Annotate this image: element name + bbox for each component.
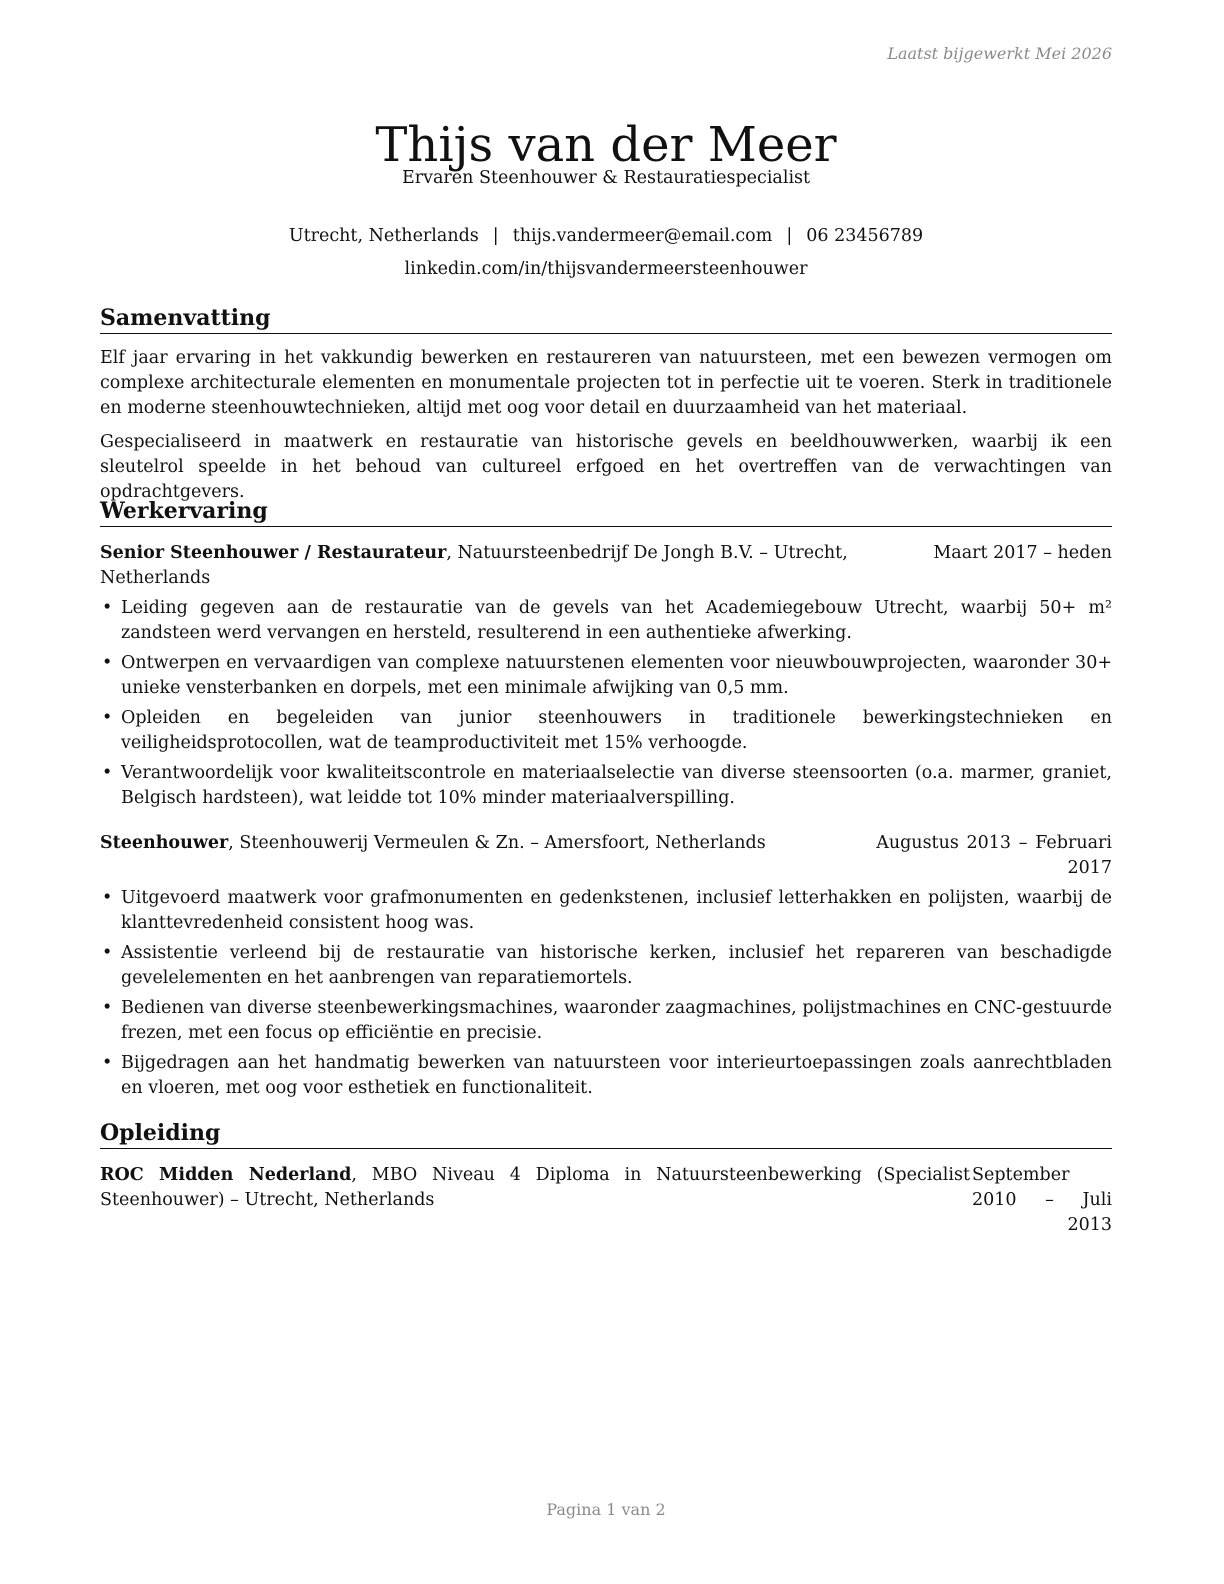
list-item: • Assistentie verleend bij de restauratie van historische kerken, inclusief het repareren van beschadigde gevelelementen en het aanbrengen van reparatiemortels. [100, 941, 1112, 991]
section-title: Samenvatting [100, 304, 1112, 334]
email-link[interactable]: thijs.vandermeer@email.com [512, 226, 773, 246]
job-title [100, 541, 876, 591]
list-item: • Verantwoordelijk voor kwaliteitscontrole en materiaalselectie van diverse steensoorten (o.a. marmer, graniet, Belgisch hardsteen), wat leidde tot 10% minder materiaalverspilling. [100, 761, 1112, 811]
page-number: Pagina 1 van 2 [546, 1500, 666, 1519]
job-role: Steenhouwer [100, 833, 229, 853]
education-entry [100, 1163, 1112, 1238]
section-title: Werkervaring [100, 497, 1112, 527]
location: Utrecht, Netherlands [288, 226, 479, 246]
job-entry [100, 541, 1112, 811]
contact-line [100, 220, 1112, 253]
separator: | [492, 226, 499, 246]
contact-block [100, 220, 1112, 286]
education-dates: September 2010 – Juli 2013 [972, 1165, 1112, 1235]
candidate-headline: Ervaren Steenhouwer & Restauratiespecialist [401, 168, 811, 188]
list-item: • Leiding gegeven aan de restauratie van de gevels van het Academiegebouw Utrecht, waarbij 50+ m² zandsteen werd vervangen en hersteld, resulterend in een authentieke afwerking. [100, 596, 1112, 646]
list-item: • Opleiden en begeleiden van junior steenhouwers in traditionele bewerkingstechnieken en veiligheidsprotocollen, wat de teamproductiviteit met 15% verhoogde. [100, 706, 1112, 756]
resume-page [100, 0, 1112, 1584]
linkedin-link[interactable]: linkedin.com/in/thijsvandermeersteenhouwer [404, 259, 808, 279]
section-title: Opleiding [100, 1119, 1112, 1149]
job-bullets [100, 886, 1112, 1101]
job-title [100, 831, 876, 856]
job-bullets [100, 596, 1112, 811]
job-dates: Maart 2017 – heden [933, 543, 1112, 563]
list-item: • Uitgevoerd maatwerk voor grafmonumenten en gedenkstenen, inclusief letterhakken en polijsten, waarbij de klanttevredenheid consistent hoog was. [100, 886, 1112, 936]
job-role: Senior Steenhouwer / Restaurateur [100, 543, 447, 563]
summary-paragraph: Gespecialiseerd in maatwerk en restauratie van historische gevels en beeldhouwwerken, waarbij ik een sleutelrol speelde in het behoud van cultureel erfgoed en het overtreffen van de verwachtingen van opdrachtgevers. [100, 432, 1112, 502]
education-section [100, 1119, 1112, 1238]
separator: | [786, 226, 793, 246]
list-item: • Bijgedragen aan het handmatig bewerken van natuursteen voor interieurtoepassingen zoals aanrechtbladen en vloeren, met oog voor esthetiek en functionaliteit. [100, 1051, 1112, 1101]
job-header [100, 831, 1112, 881]
job-employer: , Steenhouwerij Vermeulen & Zn. – Amersfoort, Netherlands [228, 833, 766, 853]
job-entry [100, 831, 1112, 1101]
education-detail: , MBO Niveau 4 Diploma in Natuursteenbewerking (Specialist Steenhouwer) – Utrecht, Netherlands [100, 1165, 970, 1210]
last-updated: Laatst bijgewerkt Mei 2026 [887, 44, 1112, 63]
job-header [100, 541, 1112, 591]
experience-section [100, 497, 1112, 1106]
school-name: ROC Midden Nederland [100, 1165, 352, 1185]
summary-section [100, 304, 1112, 505]
job-employer: , Natuursteenbedrijf De Jongh B.V. – Utrecht, Netherlands [100, 543, 848, 588]
phone: 06 23456789 [806, 226, 924, 246]
job-dates: Augustus 2013 – Februari 2017 [876, 833, 1112, 878]
summary-paragraph: Elf jaar ervaring in het vakkundig bewerken en restaureren van natuursteen, met een bewezen vermogen om complexe architecturale elementen en monumentale projecten tot in perfectie uit te voeren. Sterk in traditionele en moderne steenhouwtechnieken, altijd met oog voor detail en duurzaamheid van het materiaal. [100, 348, 1112, 418]
education-title [100, 1163, 970, 1213]
list-item: • Ontwerpen en vervaardigen van complexe natuurstenen elementen voor nieuwbouwprojecten, waaronder 30+ unieke vensterbanken en dorpels, met een minimale afwijking van 0,5 mm. [100, 651, 1112, 701]
list-item: • Bedienen van diverse steenbewerkingsmachines, waaronder zaagmachines, polijstmachines en CNC-gestuurde frezen, met een focus op efficiëntie en precisie. [100, 996, 1112, 1046]
candidate-name: Thijs van der Meer [375, 117, 837, 174]
